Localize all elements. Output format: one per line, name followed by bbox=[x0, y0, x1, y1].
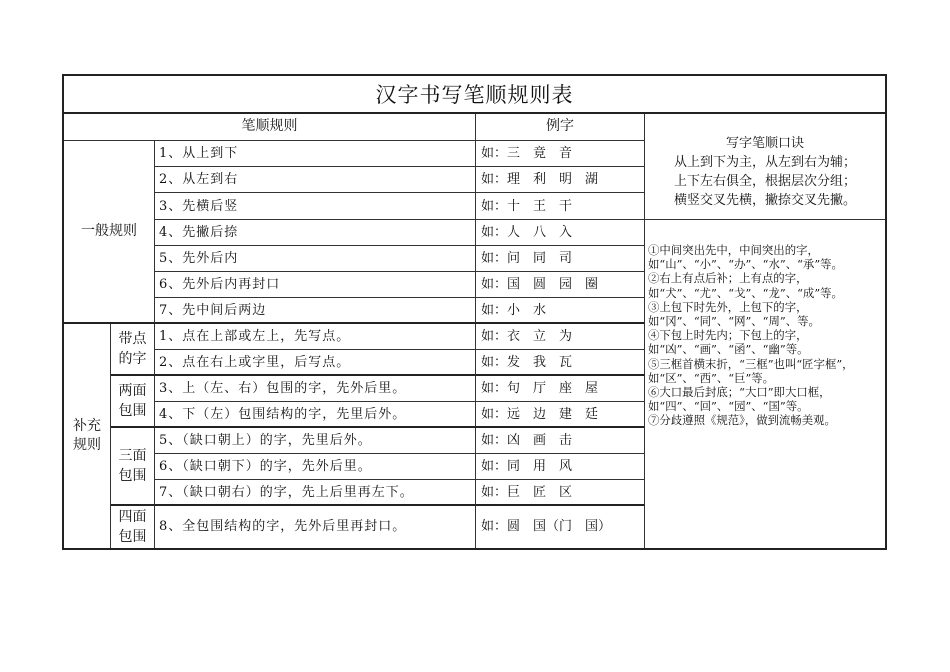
example-chars: 如：远 边 建 廷 bbox=[476, 402, 645, 428]
example-chars: 如：国 圆 园 圈 bbox=[476, 272, 645, 298]
example-chars: 如：人 八 入 bbox=[476, 220, 645, 246]
note-item: ②右上有点后补；上有点的字，如“犬”、“尤”、“戈”、“龙”、“成”等。 bbox=[648, 271, 843, 300]
rhyme-title: 写字笔顺口诀 bbox=[725, 136, 804, 151]
example-chars: 如：发 我 瓦 bbox=[476, 350, 645, 376]
stroke-order-table bbox=[62, 74, 887, 550]
note-item: ①中间突出先中，中间突出的字，如“山”、“小”、“办”、“水”、“承”等。 bbox=[648, 243, 843, 272]
example-chars: 如：凶 画 击 bbox=[476, 428, 645, 454]
rule-text: 2、点在右上或字里，后写点。 bbox=[155, 350, 476, 376]
rhyme-line: 从上到下为主，从左到右为辅； bbox=[673, 155, 856, 170]
rule-text: 5、先外后内 bbox=[155, 246, 476, 272]
example-chars: 如：衣 立 为 bbox=[476, 324, 645, 350]
example-chars: 如：三 竟 音 bbox=[476, 141, 645, 167]
rule-text: 6、先外后内再封口 bbox=[155, 272, 476, 298]
note-item: ⑥大口最后封底；“大口”即大口框，如“四”、“回”、“园”、“国”等。 bbox=[648, 385, 831, 414]
rule-text: 8、全包围结构的字，先外后里再封口。 bbox=[155, 506, 476, 548]
table-title: 汉字书写笔顺规则表 bbox=[64, 76, 885, 114]
rule-text: 5、（缺口朝上）的字，先里后外。 bbox=[155, 428, 476, 454]
rhyme-line: 上下左右俱全，根据层次分组； bbox=[673, 174, 856, 189]
example-chars: 如：小 水 bbox=[476, 298, 645, 324]
subgroup-four-side: 四面包围 bbox=[111, 506, 155, 548]
note-item: ⑦分歧遵照《规范》，做到流畅美观。 bbox=[648, 413, 836, 428]
example-chars: 如：十 王 干 bbox=[476, 193, 645, 220]
example-chars: 如：理 利 明 湖 bbox=[476, 167, 645, 193]
note-item: ④下包上时先内；下包上的字，如“凶”、“画”、“函”、“幽”等。 bbox=[648, 328, 809, 357]
subgroup-two-side: 两面包围 bbox=[111, 376, 155, 428]
example-chars: 如：圆 国（门 国） bbox=[476, 506, 645, 548]
rule-text: 4、先撇后捺 bbox=[155, 220, 476, 246]
example-chars: 如：同 用 风 bbox=[476, 454, 645, 480]
subgroup-three-side: 三面包围 bbox=[111, 428, 155, 506]
rhyme-box bbox=[645, 114, 885, 220]
note-item: ③上包下时先外，上包下的字，如“冈”、“同”、“网”、“周”、等。 bbox=[648, 299, 820, 329]
rule-text: 7、（缺口朝右）的字，先上后里再左下。 bbox=[155, 480, 476, 506]
rule-text: 6、（缺口朝下）的字，先外后里。 bbox=[155, 454, 476, 480]
notes-box bbox=[645, 220, 885, 548]
rule-text: 7、先中间后两边 bbox=[155, 298, 476, 324]
example-chars: 如：巨 匠 区 bbox=[476, 480, 645, 506]
rule-text: 1、点在上部或左上，先写点。 bbox=[155, 324, 476, 350]
note-item: ⑤三框首横末折，“三框”也叫“匠字框”，如“区”、“西”、“巨”等。 bbox=[648, 356, 854, 385]
rule-text: 2、从左到右 bbox=[155, 167, 476, 193]
header-examples: 例字 bbox=[476, 114, 645, 141]
rule-text: 4、下（左）包围结构的字，先里后外。 bbox=[155, 402, 476, 428]
example-chars: 如：问 同 司 bbox=[476, 246, 645, 272]
example-chars: 如：句 厅 座 屋 bbox=[476, 376, 645, 402]
group-general: 一般规则 bbox=[64, 141, 155, 324]
rule-text: 1、从上到下 bbox=[155, 141, 476, 167]
rule-text: 3、上（左、右）包围的字，先外后里。 bbox=[155, 376, 476, 402]
rule-text: 3、先横后竖 bbox=[155, 193, 476, 220]
rhyme-line: 横竖交叉先横，撇捺交叉先撇。 bbox=[673, 193, 856, 208]
subgroup-dot: 带点的字 bbox=[111, 324, 155, 376]
group-supplement: 补充规则 bbox=[64, 324, 111, 548]
header-rules: 笔顺规则 bbox=[64, 114, 476, 141]
